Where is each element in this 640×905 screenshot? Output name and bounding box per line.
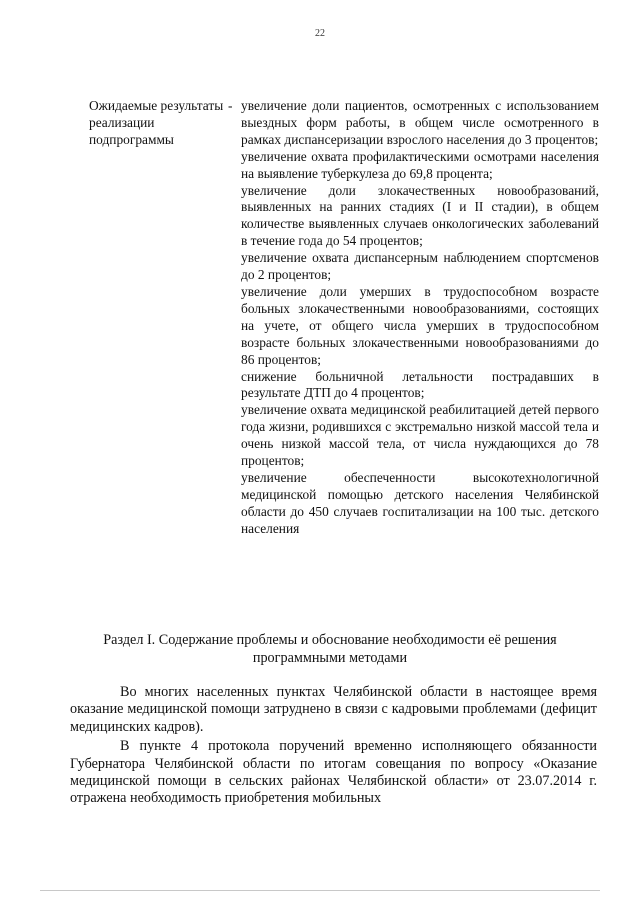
result-item: увеличение охвата медицинской реабилитацией детей первого года жизни, родившихся с экстремально низкой массой тела и очень низкой массой тела, от числа нуждающихся до 78 процентов; [241, 402, 599, 469]
result-item: увеличение охвата диспансерным наблюдением спортсменов до 2 процентов; [241, 250, 599, 283]
result-item: увеличение охвата профилактическими осмотрами населения на выявление туберкулеза до 69,8 процента; [241, 148, 599, 181]
result-item: увеличение доли злокачественных новообразований, выявленных на ранних стадиях (I и II стадии), в общем количестве выявленных случаев онкологических заболеваний в течение года до 54 процентов; [241, 182, 599, 249]
expected-results-block [89, 98, 599, 538]
result-item: увеличение обеспеченности высокотехнологичной медицинской помощью детского населения Челябинской области до 450 случаев госпитализации на 100 тыс. детского населения [241, 469, 599, 536]
result-item: увеличение доли умерших в трудоспособном возрасте больных злокачественными новообразованиями, состоящих на учете, от общего числа умерших в трудоспособном возрасте больных злокачественными новообразованиями до 86 процентов; [241, 283, 599, 367]
body-paragraph: Во многих населенных пунктах Челябинской области в настоящее время оказание медицинской помощи затруднено в связи с кадровыми проблемами (дефицит медицинских кадров). [70, 684, 597, 735]
body-paragraph: В пункте 4 протокола поручений временно исполняющего обязанности Губернатора Челябинской области по итогам совещания по вопросу «Оказание медицинской помощи в сельских районах Челябинской области» от 23.07.2014 г. отражена необходимость приобретения мобильных [70, 738, 597, 807]
body-text [70, 684, 597, 808]
page-number: 22 [315, 28, 325, 39]
bottom-rule [40, 890, 600, 891]
results-label: Ожидаемые результаты реализации подпрограммы [89, 98, 224, 147]
result-item: увеличение доли пациентов, осмотренных с использованием выездных форм работы, в общем числе осмотренного в рамках диспансеризации взрослого населения до 3 процентов; [241, 98, 599, 147]
results-items [241, 98, 599, 538]
result-item: снижение больничной летальности пострадавших в результате ДТП до 4 процентов; [241, 368, 599, 401]
section-heading: Раздел I. Содержание проблемы и обоснование необходимости её решения программными методами [103, 632, 557, 666]
results-dash: - [228, 98, 233, 113]
